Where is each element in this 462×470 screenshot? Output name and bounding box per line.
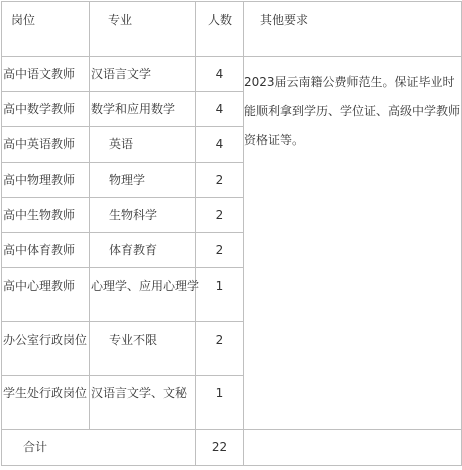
grid-line bbox=[1, 1, 2, 466]
cell-position: 高中心理教师 bbox=[3, 279, 76, 293]
cell-major: 汉语言文学 bbox=[91, 67, 152, 81]
grid-line bbox=[1, 232, 243, 233]
cell-count: 1 bbox=[215, 386, 224, 400]
cell-count: 2 bbox=[215, 243, 224, 257]
cell-position: 高中物理教师 bbox=[3, 173, 76, 187]
cell-position: 高中体育教师 bbox=[3, 243, 76, 257]
cell-position: 高中数学教师 bbox=[3, 102, 76, 116]
requirements-note: 2023届云南籍公费师范生。保证毕业时能顺利拿到学历、学位证、高级中学教师资格证等。 bbox=[244, 75, 461, 147]
header-major: 专业 bbox=[108, 13, 133, 27]
grid-line bbox=[89, 1, 90, 430]
cell-position: 高中英语教师 bbox=[3, 137, 76, 151]
cell-count: 2 bbox=[215, 333, 224, 347]
grid-line bbox=[1, 162, 243, 163]
cell-major: 物理学 bbox=[109, 173, 146, 187]
grid-line bbox=[1, 56, 462, 57]
cell-count: 2 bbox=[215, 208, 224, 222]
cell-major: 数学和应用数学 bbox=[91, 102, 176, 116]
cell-position: 高中语文教师 bbox=[3, 67, 76, 81]
cell-major: 体育教育 bbox=[109, 243, 158, 257]
cell-major: 生物科学 bbox=[109, 208, 158, 222]
header-requirements: 其他要求 bbox=[260, 13, 309, 27]
cell-count: 4 bbox=[215, 67, 224, 81]
grid-line bbox=[1, 1, 462, 2]
total-label: 合计 bbox=[23, 440, 48, 454]
cell-position: 学生处行政岗位 bbox=[3, 386, 88, 400]
cell-count: 2 bbox=[215, 173, 224, 187]
cell-count: 1 bbox=[215, 279, 224, 293]
grid-line bbox=[1, 126, 243, 127]
cell-count: 4 bbox=[215, 137, 224, 151]
grid-line bbox=[1, 429, 462, 430]
cell-count: 4 bbox=[215, 102, 224, 116]
header-count: 人数 bbox=[208, 13, 233, 27]
cell-position: 办公室行政岗位 bbox=[3, 333, 88, 347]
grid-line bbox=[1, 375, 243, 376]
grid-line bbox=[1, 267, 243, 268]
cell-major: 心理学、应用心理学 bbox=[91, 279, 200, 293]
header-position: 岗位 bbox=[11, 13, 36, 27]
cell-major: 英语 bbox=[109, 137, 134, 151]
cell-major: 专业不限 bbox=[109, 333, 158, 347]
grid-line bbox=[1, 197, 243, 198]
recruitment-table bbox=[1, 1, 462, 466]
cell-major: 汉语言文学、文秘 bbox=[91, 386, 188, 400]
cell-position: 高中生物教师 bbox=[3, 208, 76, 222]
grid-line bbox=[1, 321, 243, 322]
grid-line bbox=[1, 465, 462, 466]
total-count: 22 bbox=[211, 440, 228, 454]
grid-line bbox=[1, 91, 243, 92]
